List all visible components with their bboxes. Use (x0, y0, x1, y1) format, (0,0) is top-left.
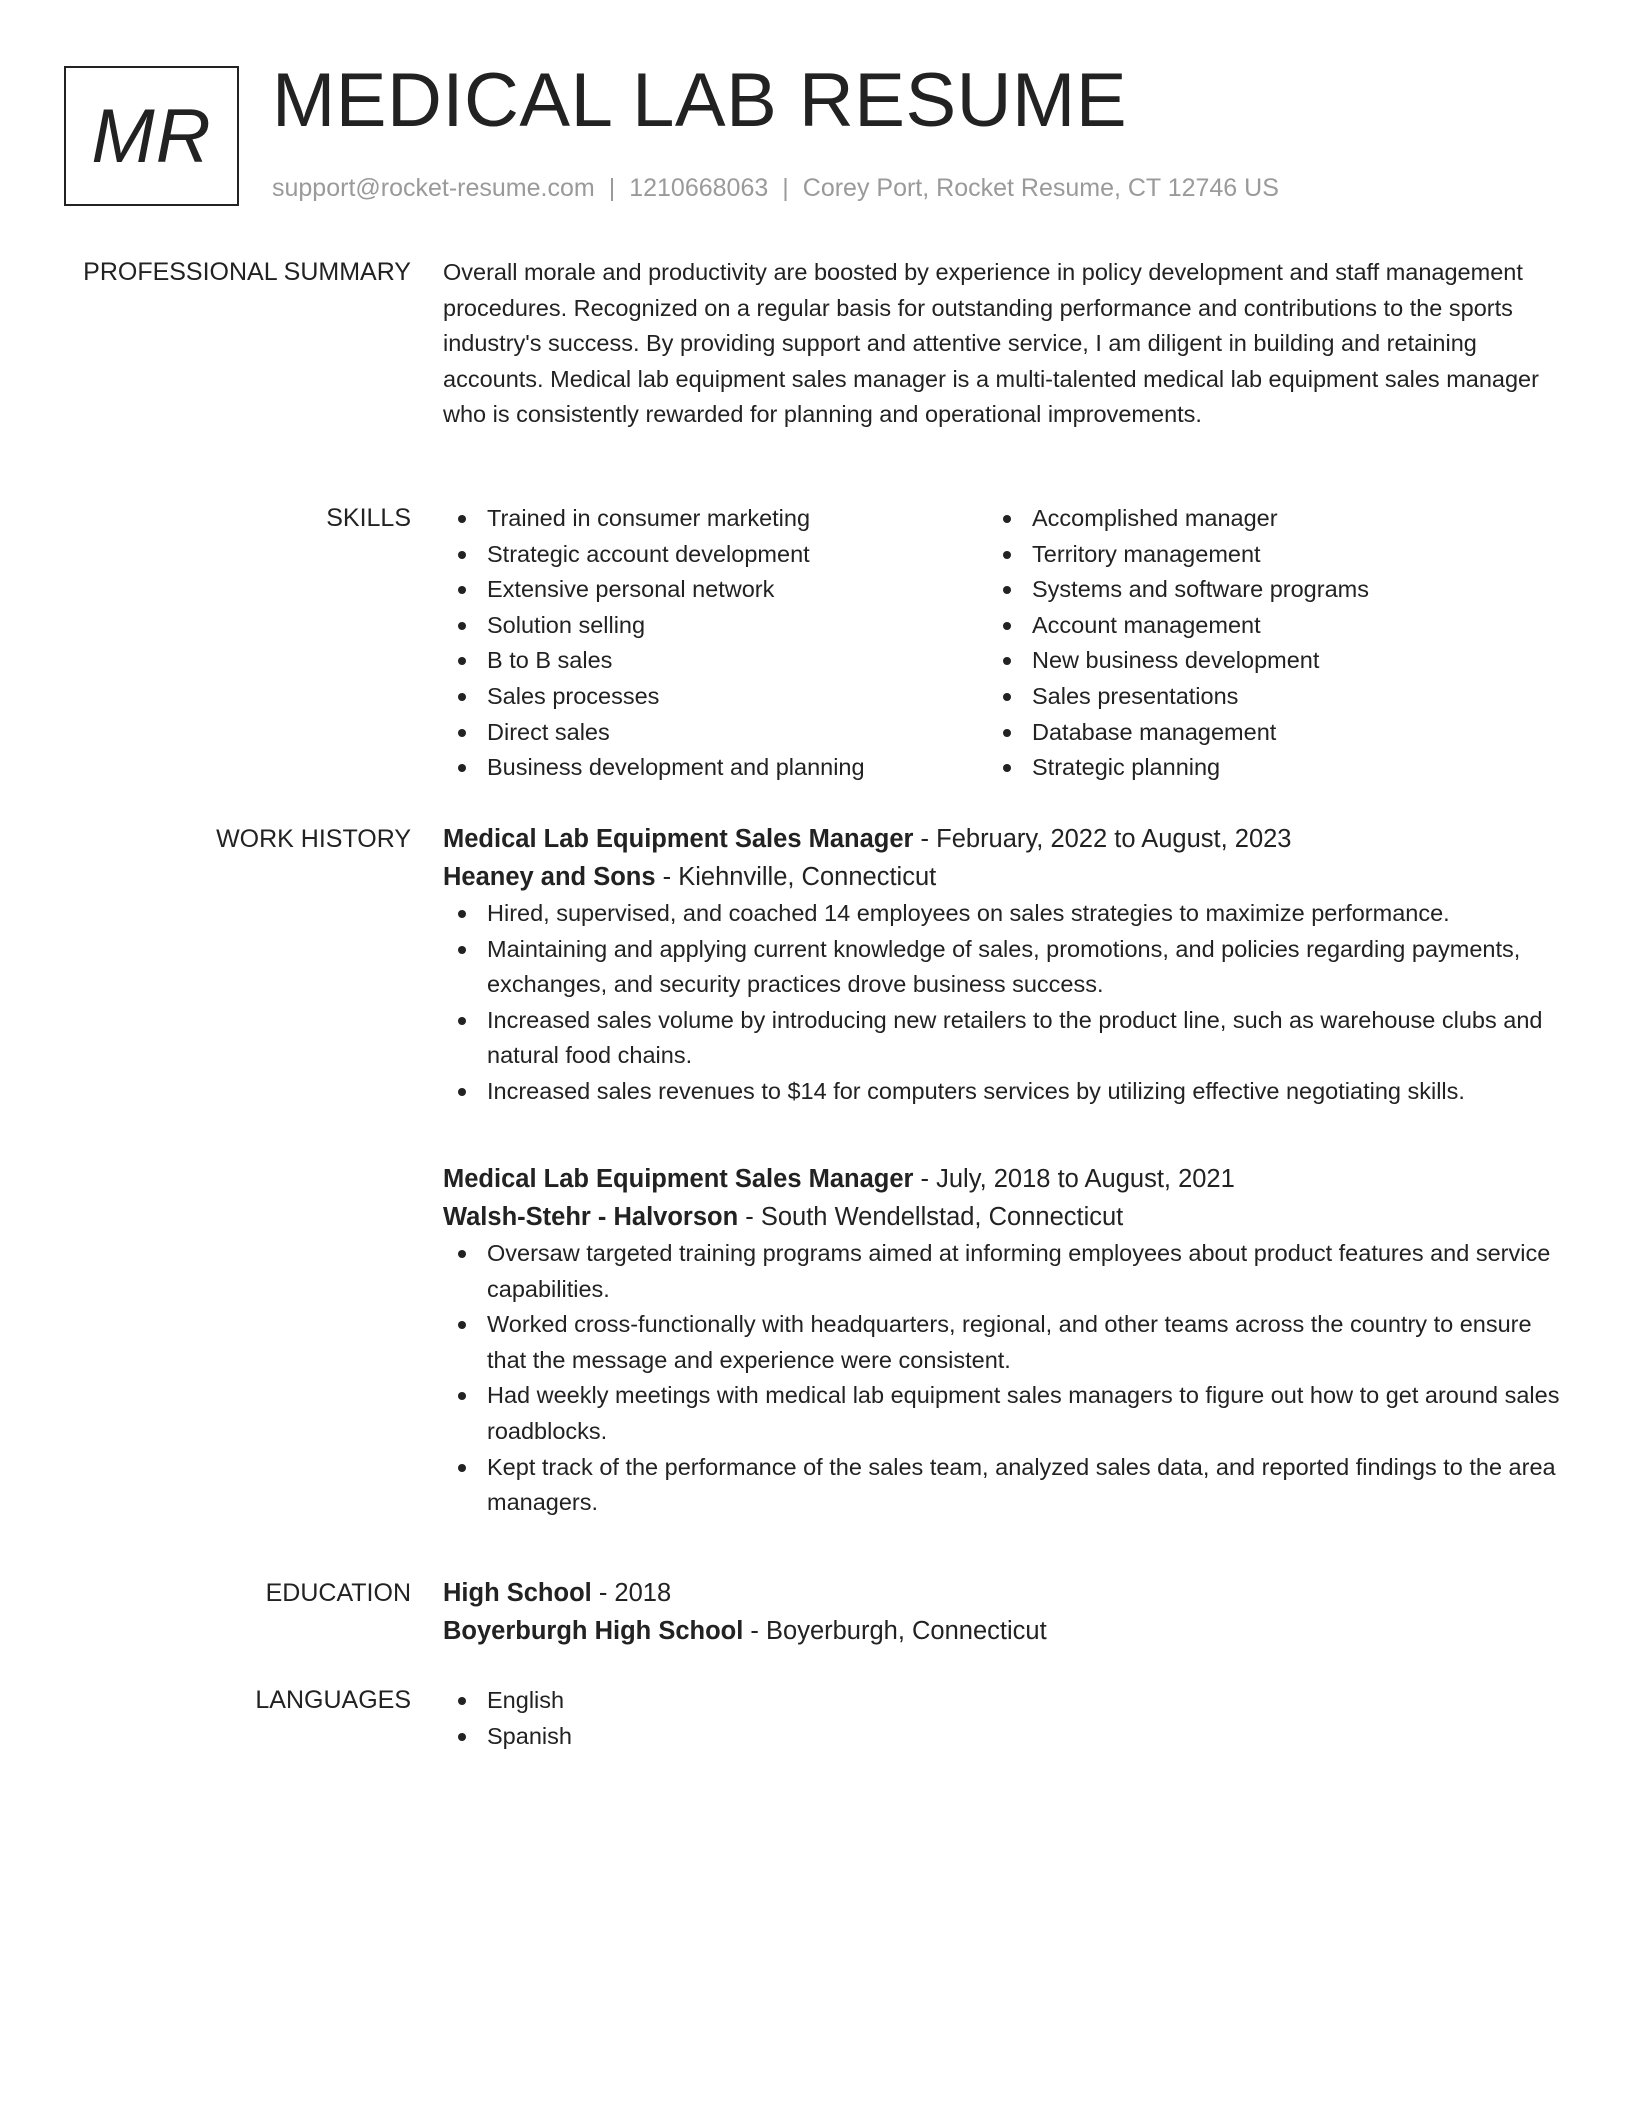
skill-item: Territory management (988, 537, 1533, 573)
skill-item: Strategic account development (443, 537, 988, 573)
languages-heading: LANGUAGES (255, 1686, 411, 1714)
contact-separator: | (608, 174, 616, 202)
education-degree: High School (443, 1579, 592, 1607)
contact-separator: | (782, 174, 789, 202)
job-bullet: Increased sales revenues to $14 for computers services by utilizing effective negotiating skills. (443, 1074, 1563, 1110)
skill-item: Strategic planning (988, 750, 1533, 786)
job-company-line (443, 1198, 1563, 1236)
job-title-line (443, 820, 1563, 858)
skill-item: Database management (988, 715, 1533, 751)
job-title: Medical Lab Equipment Sales Manager (443, 825, 914, 853)
job-company: Walsh-Stehr - Halvorson (443, 1203, 739, 1231)
contact-line (272, 172, 1279, 204)
skill-item: Systems and software programs (988, 572, 1533, 608)
job-bullet: Maintaining and applying current knowledge of sales, promotions, and policies regarding payments, exchanges, and security practices drove business success. (443, 932, 1563, 1003)
skills-list-left (443, 501, 988, 786)
contact-email: support@rocket-resume.com (272, 174, 595, 202)
job-dates: - July, 2018 to August, 2021 (913, 1165, 1235, 1193)
education-entry (443, 1574, 1563, 1650)
job-dates: - February, 2022 to August, 2023 (913, 825, 1292, 853)
resume-title: MEDICAL LAB RESUME (272, 58, 1128, 143)
job-bullet: Hired, supervised, and coached 14 employees on sales strategies to maximize performance. (443, 896, 1563, 932)
education-degree-line (443, 1574, 1563, 1612)
skill-item: Direct sales (443, 715, 988, 751)
skill-item: Solution selling (443, 608, 988, 644)
contact-address: Corey Port, Rocket Resume, CT 12746 US (802, 174, 1279, 202)
job-title: Medical Lab Equipment Sales Manager (443, 1165, 914, 1193)
job-title-line (443, 1160, 1563, 1198)
work-heading: WORK HISTORY (216, 825, 411, 853)
summary-text: Overall morale and productivity are boosted by experience in policy development and staff management procedures. Recognized on a regular basis for outstanding performance and contributions to the sports industry's success. By providing support and attentive service, I am diligent in building and retaining accounts. Medical lab equipment sales manager is a multi-talented medical lab equipment sales manager who is consistently rewarded for planning and operational improvements. (443, 259, 1539, 428)
monogram-box (64, 66, 239, 206)
education-school-line (443, 1612, 1563, 1650)
monogram-initials: MR (91, 93, 212, 179)
skill-item: Accomplished manager (988, 501, 1533, 537)
job-bullets (443, 1236, 1563, 1521)
job-company: Heaney and Sons (443, 863, 656, 891)
skill-item: Extensive personal network (443, 572, 988, 608)
skill-item: Business development and planning (443, 750, 988, 786)
skills-heading: SKILLS (326, 504, 411, 532)
language-item: Spanish (443, 1719, 1563, 1755)
skills-columns (443, 501, 1563, 786)
skill-item: Trained in consumer marketing (443, 501, 988, 537)
skill-item: New business development (988, 643, 1533, 679)
job-entry (443, 820, 1563, 1110)
skill-item: Sales presentations (988, 679, 1533, 715)
job-company-line (443, 858, 1563, 896)
summary-heading: PROFESSIONAL SUMMARY (83, 258, 411, 286)
education-location: - Boyerburgh, Connecticut (743, 1617, 1047, 1645)
skill-item: Sales processes (443, 679, 988, 715)
languages-body (443, 1683, 1563, 1754)
job-bullet: Increased sales volume by introducing new retailers to the product line, such as warehouse clubs and natural food chains. (443, 1003, 1563, 1074)
job-bullet: Had weekly meetings with medical lab equipment sales managers to figure out how to get around sales roadblocks. (443, 1378, 1563, 1449)
skills-list-right (988, 501, 1533, 786)
education-year: - 2018 (591, 1579, 672, 1607)
education-heading: EDUCATION (265, 1579, 411, 1607)
job-bullet: Kept track of the performance of the sales team, analyzed sales data, and reported findings to the area managers. (443, 1450, 1563, 1521)
job-location: - Kiehnville, Connecticut (655, 863, 937, 891)
job-bullets (443, 896, 1563, 1110)
job-bullet: Worked cross-functionally with headquarters, regional, and other teams across the country to ensure that the message and experience were consistent. (443, 1307, 1563, 1378)
education-school: Boyerburgh High School (443, 1617, 744, 1645)
skill-item: B to B sales (443, 643, 988, 679)
job-location: - South Wendellstad, Connecticut (738, 1203, 1124, 1231)
job-bullet: Oversaw targeted training programs aimed at informing employees about product features and service capabilities. (443, 1236, 1563, 1307)
language-item: English (443, 1683, 1563, 1719)
job-entry (443, 1160, 1563, 1521)
skill-item: Account management (988, 608, 1533, 644)
languages-list (443, 1683, 1563, 1754)
contact-phone: 1210668063 (629, 174, 769, 202)
